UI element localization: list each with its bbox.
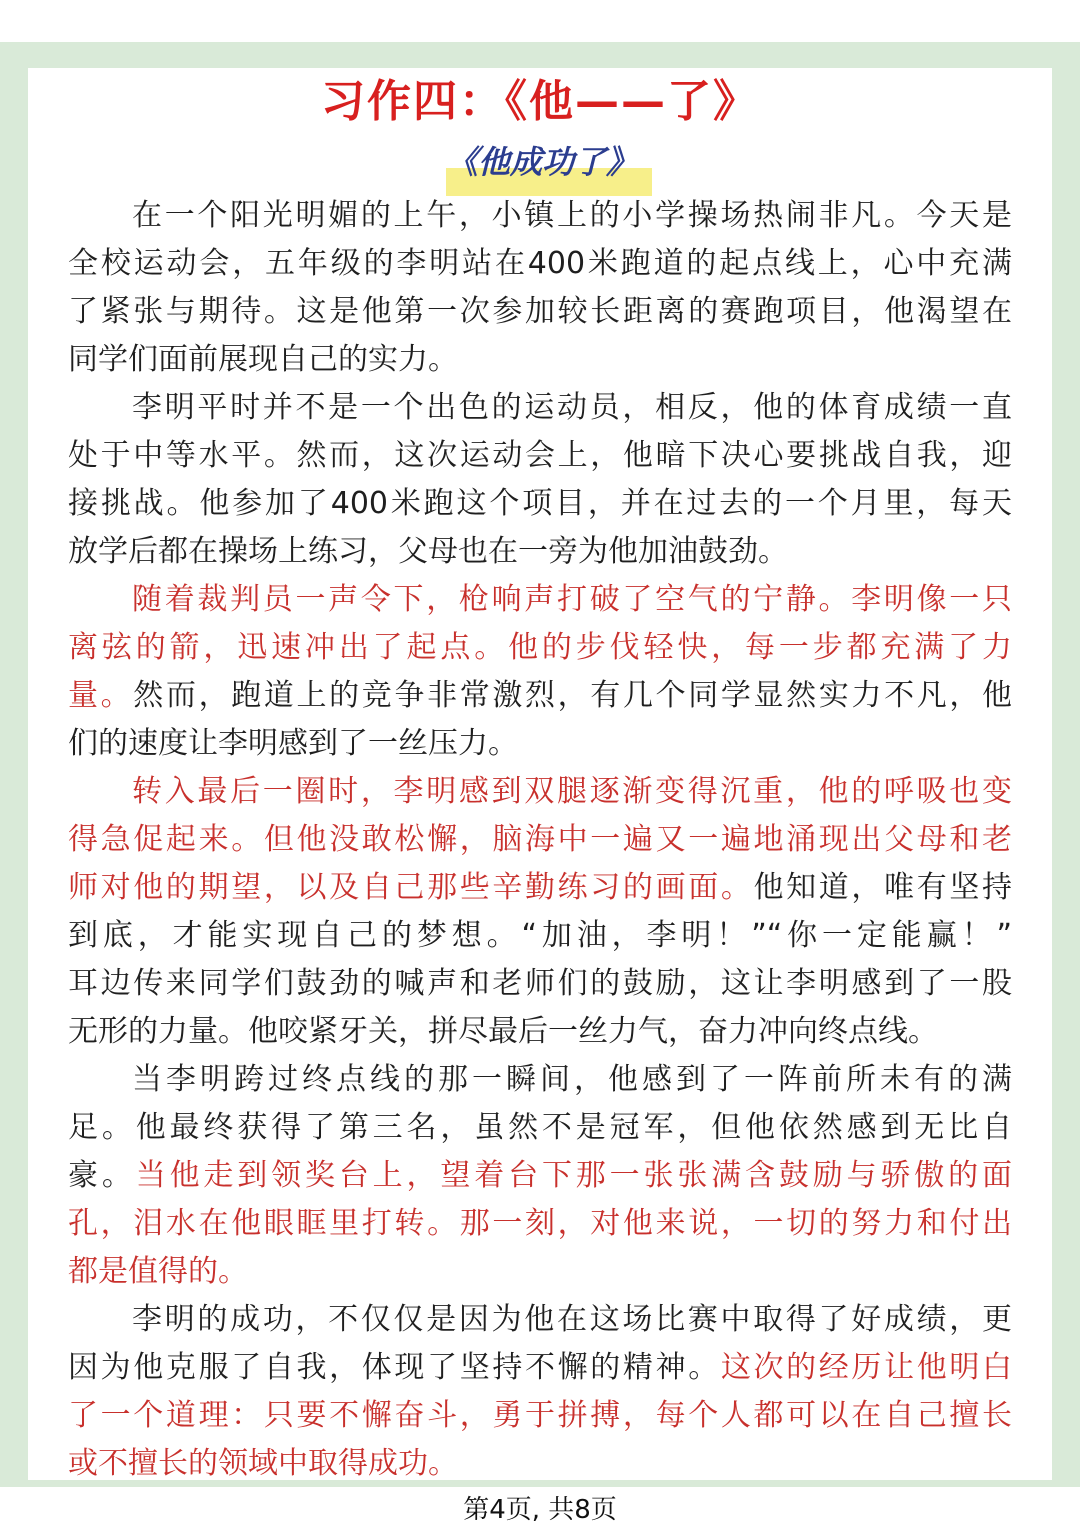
essay-title: 习作四：《他——了》	[321, 76, 759, 127]
highlighted-text: 得急促起来。但他没敢松懈，脑海中一遍又一遍地涌现出父母和老	[68, 822, 1012, 857]
body-text: 在一个阳光明媚的上午，小镇上的小学操场热闹非凡。今天是	[132, 198, 1012, 233]
paragraph-line	[68, 1296, 1012, 1344]
paragraph-line	[68, 1200, 1012, 1248]
paragraph-line	[68, 1344, 1012, 1392]
body-text: 然而，跑道上的竞争非常激烈，有几个同学显然实力不凡，他	[133, 678, 1012, 713]
subtitle-block	[446, 140, 638, 188]
highlighted-text: 孔，泪水在他眼眶里打转。那一刻，对他来说，一切的努力和付出	[68, 1206, 1012, 1241]
highlighted-text: 量。	[68, 678, 134, 713]
highlighted-text: 都是值得的。	[68, 1254, 248, 1289]
paragraph-line	[68, 576, 1012, 624]
paragraph-line	[68, 1440, 1012, 1488]
body-text: 全校运动会，五年级的李明站在400米跑道的起点线上，心中充满	[68, 246, 1012, 281]
essay-body	[68, 192, 1012, 1488]
paragraph-line	[68, 1392, 1012, 1440]
body-text: 处于中等水平。然而，这次运动会上，他暗下决心要挑战自我，迎	[68, 438, 1012, 473]
essay-paragraph	[68, 1296, 1012, 1488]
body-text: 因为他克服了自我，体现了坚持不懈的精神。	[68, 1350, 721, 1385]
essay-paragraph	[68, 192, 1012, 384]
body-text: 接挑战。他参加了400米跑这个项目，并在过去的一个月里，每天	[68, 486, 1012, 521]
highlighted-text: 转入最后一圈时，李明感到双腿逐渐变得沉重，他的呼吸也变	[132, 774, 1012, 809]
paragraph-line	[68, 480, 1012, 528]
essay-subtitle: 《他成功了》	[446, 143, 639, 181]
paragraph-line	[68, 720, 1012, 768]
paragraph-line	[68, 1248, 1012, 1296]
paragraph-line	[68, 624, 1012, 672]
paragraph-line	[68, 384, 1012, 432]
paragraph-line	[68, 672, 1012, 720]
body-text: 到底，才能实现自己的梦想。“加油，李明！”“你一定能赢！”	[68, 918, 1012, 953]
body-text: 当李明跨过终点线的那一瞬间，他感到了一阵前所未有的满	[132, 1062, 1012, 1097]
highlighted-text: 随着裁判员一声令下，枪响声打破了空气的宁静。李明像一只	[132, 582, 1012, 617]
paragraph-line	[68, 336, 1012, 384]
paragraph-line	[68, 1152, 1012, 1200]
body-text: 了紧张与期待。这是他第一次参加较长距离的赛跑项目，他渴望在	[68, 294, 1012, 329]
paragraph-line	[68, 768, 1012, 816]
highlighted-text: 或不擅长的领域中取得成功。	[68, 1446, 458, 1481]
paragraph-line	[68, 240, 1012, 288]
body-text: 李明的成功，不仅仅是因为他在这场比赛中取得了好成绩，更	[132, 1302, 1012, 1337]
paragraph-line	[68, 432, 1012, 480]
paragraph-line	[68, 960, 1012, 1008]
highlighted-text: 了一个道理：只要不懈奋斗，勇于拼搏，每个人都可以在自己擅长	[68, 1398, 1012, 1433]
body-text: 豪。	[68, 1158, 136, 1193]
paragraph-line	[68, 864, 1012, 912]
essay-paragraph	[68, 768, 1012, 1056]
page-number: 第4页, 共8页	[463, 1495, 617, 1525]
body-text: 同学们面前展现自己的实力。	[68, 342, 458, 377]
essay-paragraph	[68, 384, 1012, 576]
body-text: 放学后都在操场上练习，父母也在一旁为他加油鼓劲。	[68, 534, 788, 569]
paragraph-line	[68, 912, 1012, 960]
highlighted-text: 离弦的箭，迅速冲出了起点。他的步伐轻快，每一步都充满了力	[68, 630, 1012, 665]
paragraph-line	[68, 192, 1012, 240]
body-text: 足。他最终获得了第三名，虽然不是冠军，但他依然感到无比自	[68, 1110, 1012, 1145]
paragraph-line	[68, 528, 1012, 576]
body-text: 们的速度让李明感到了一丝压力。	[68, 726, 518, 761]
body-text: 耳边传来同学们鼓劲的喊声和老师们的鼓励，这让李明感到了一股	[68, 966, 1012, 1001]
highlighted-text: 这次的经历让他明白	[720, 1350, 1012, 1385]
highlighted-text: 师对他的期望，以及自己那些辛勤练习的画面。	[68, 870, 754, 905]
paragraph-line	[68, 288, 1012, 336]
essay-paragraph	[68, 1056, 1012, 1296]
paragraph-line	[68, 1056, 1012, 1104]
paragraph-line	[68, 1104, 1012, 1152]
essay-paragraph	[68, 576, 1012, 768]
highlighted-text: 当他走到领奖台上，望着台下那一张张满含鼓励与骄傲的面	[135, 1158, 1012, 1193]
paragraph-line	[68, 1008, 1012, 1056]
body-text: 李明平时并不是一个出色的运动员，相反，他的体育成绩一直	[132, 390, 1012, 425]
body-text: 无形的力量。他咬紧牙关，拼尽最后一丝力气，奋力冲向终点线。	[68, 1014, 938, 1049]
paragraph-line	[68, 816, 1012, 864]
body-text: 他知道，唯有坚持	[753, 870, 1012, 905]
